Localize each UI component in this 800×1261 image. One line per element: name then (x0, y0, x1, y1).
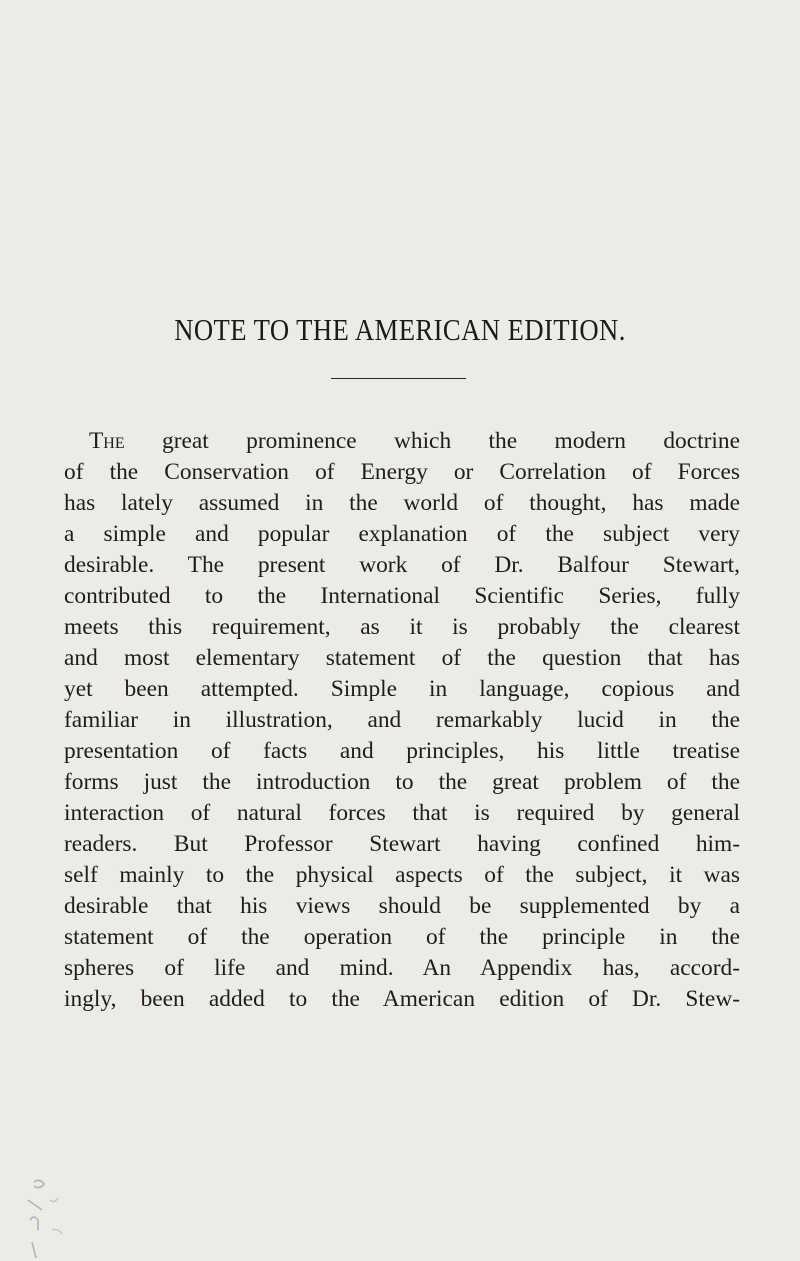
paragraph-line: familiar in illustration, and remarkably lucid in the (64, 707, 740, 733)
paragraph-lead-word: The (89, 428, 125, 454)
paragraph-line: of the Conservation of Energy or Correlation of Forces (64, 459, 740, 485)
paragraph-line: desirable that his views should be supplemented by a (64, 893, 740, 919)
page-heading: NOTE TO THE AMERICAN EDITION. (174, 312, 626, 347)
paragraph-line: presentation of facts and principles, his little treatise (64, 738, 740, 764)
paragraph-line: spheres of life and mind. An Appendix has, accord- (64, 955, 740, 981)
paragraph-line (64, 426, 740, 457)
note-paragraph (64, 426, 740, 1015)
paragraph-line: has lately assumed in the world of thought, has made (64, 490, 740, 516)
margin-pencil-marks (20, 1170, 90, 1260)
paragraph-line: forms just the introduction to the great problem of the (64, 769, 740, 795)
paragraph-line: statement of the operation of the principle in the (64, 924, 740, 950)
paragraph-line: desirable. The present work of Dr. Balfour Stewart, (64, 552, 740, 578)
paragraph-line: a simple and popular explanation of the subject very (64, 521, 740, 547)
paragraph-line-text: great prominence which the modern doctrine (162, 428, 740, 454)
paragraph-line: yet been attempted. Simple in language, copious and (64, 676, 740, 702)
paragraph-line: meets this requirement, as it is probably the clearest (64, 614, 740, 640)
paragraph-line: contributed to the International Scientific Series, fully (64, 583, 740, 609)
paragraph-line: ingly, been added to the American edition of Dr. Stew- (64, 986, 740, 1012)
heading-rule (331, 378, 466, 379)
paragraph-line: self mainly to the physical aspects of the subject, it was (64, 862, 740, 888)
paragraph-line: and most elementary statement of the question that has (64, 645, 740, 671)
paragraph-line: interaction of natural forces that is required by general (64, 800, 740, 826)
paragraph-line: readers. But Professor Stewart having confined him- (64, 831, 740, 857)
